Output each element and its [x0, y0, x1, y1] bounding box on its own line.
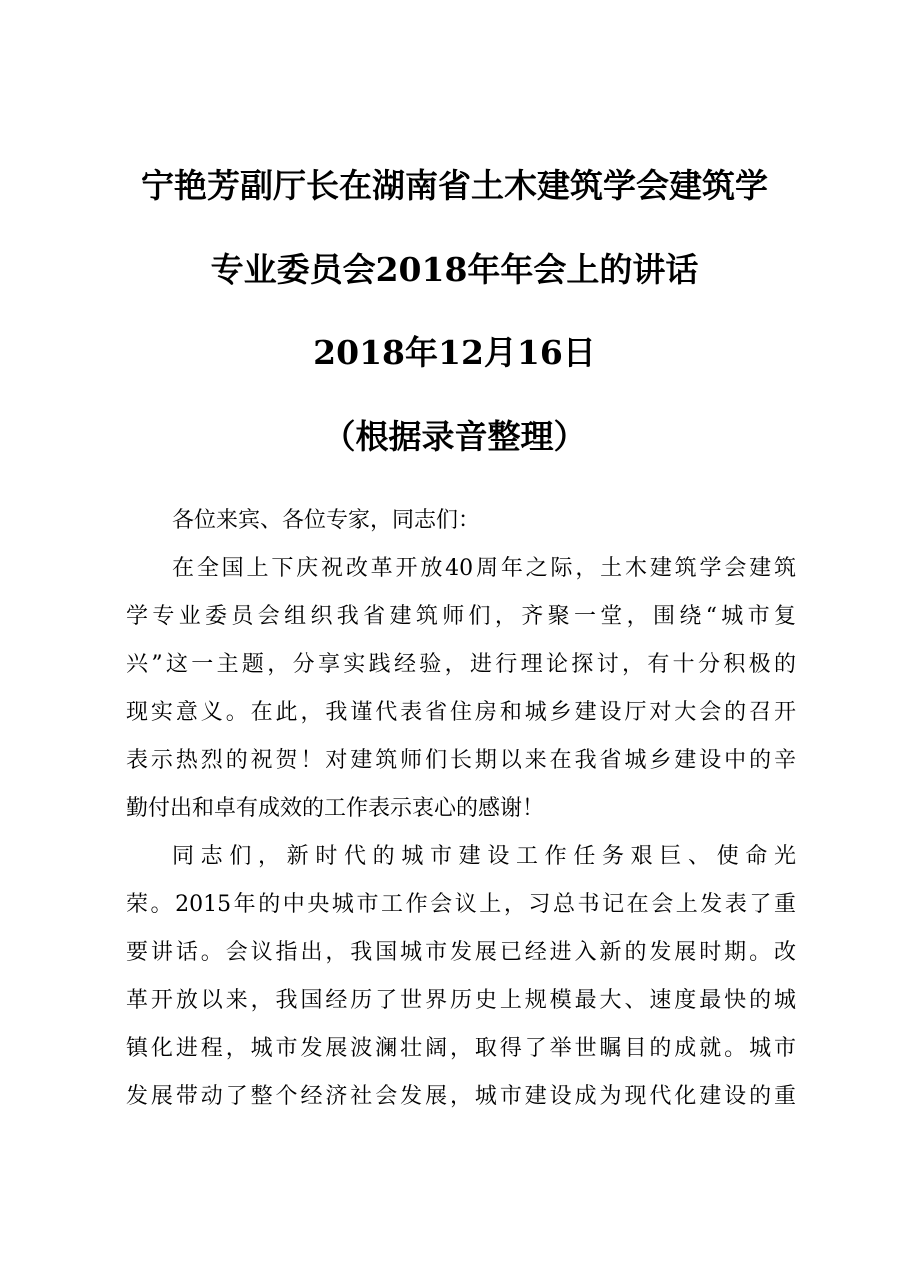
paragraph-line: 学专业委员会组织我省建筑师们，齐聚一堂，围绕“城市复: [126, 604, 796, 629]
paragraph-line: 现实意义。在此，我谨代表省住房和城乡建设厅对大会的召开: [126, 700, 796, 725]
paragraph-line: 在全国上下庆祝改革开放40周年之际，土木建筑学会建筑: [172, 556, 796, 581]
transcription-note: （根据录音整理）: [322, 417, 587, 456]
paragraph-line: 表示热烈的祝贺！对建筑师们长期以来在我省城乡建设中的辛: [126, 748, 796, 773]
paragraph-line: 兴”这一主题，分享实践经验，进行理论探讨，有十分积极的: [126, 652, 796, 677]
paragraph-line: 同志们，新时代的城市建设工作任务艰巨、使命光: [172, 844, 796, 869]
paragraph-line: 勤付出和卓有成效的工作表示衷心的感谢！: [126, 796, 545, 821]
paragraph-line: 镇化进程，城市发展波澜壮阔，取得了举世瞩目的成就。城市: [126, 1036, 796, 1061]
paragraph-line: 发展带动了整个经济社会发展，城市建设成为现代化建设的重: [126, 1084, 796, 1109]
paragraph-line: 要讲话。会议指出，我国城市发展已经进入新的发展时期。改: [126, 940, 796, 965]
salutation: 各位来宾、各位专家，同志们：: [172, 508, 481, 533]
speech-title-line-2: 专业委员会2018年年会上的讲话: [210, 250, 699, 289]
speech-date: 2018年12月16日: [313, 333, 596, 372]
paragraph-line: 荣。2015年的中央城市工作会议上，习总书记在会上发表了重: [126, 892, 796, 917]
paragraph-line: 革开放以来，我国经历了世界历史上规模最大、速度最快的城: [126, 988, 796, 1013]
speech-title-line-1: 宁艳芳副厅长在湖南省土木建筑学会建筑学: [141, 166, 768, 205]
